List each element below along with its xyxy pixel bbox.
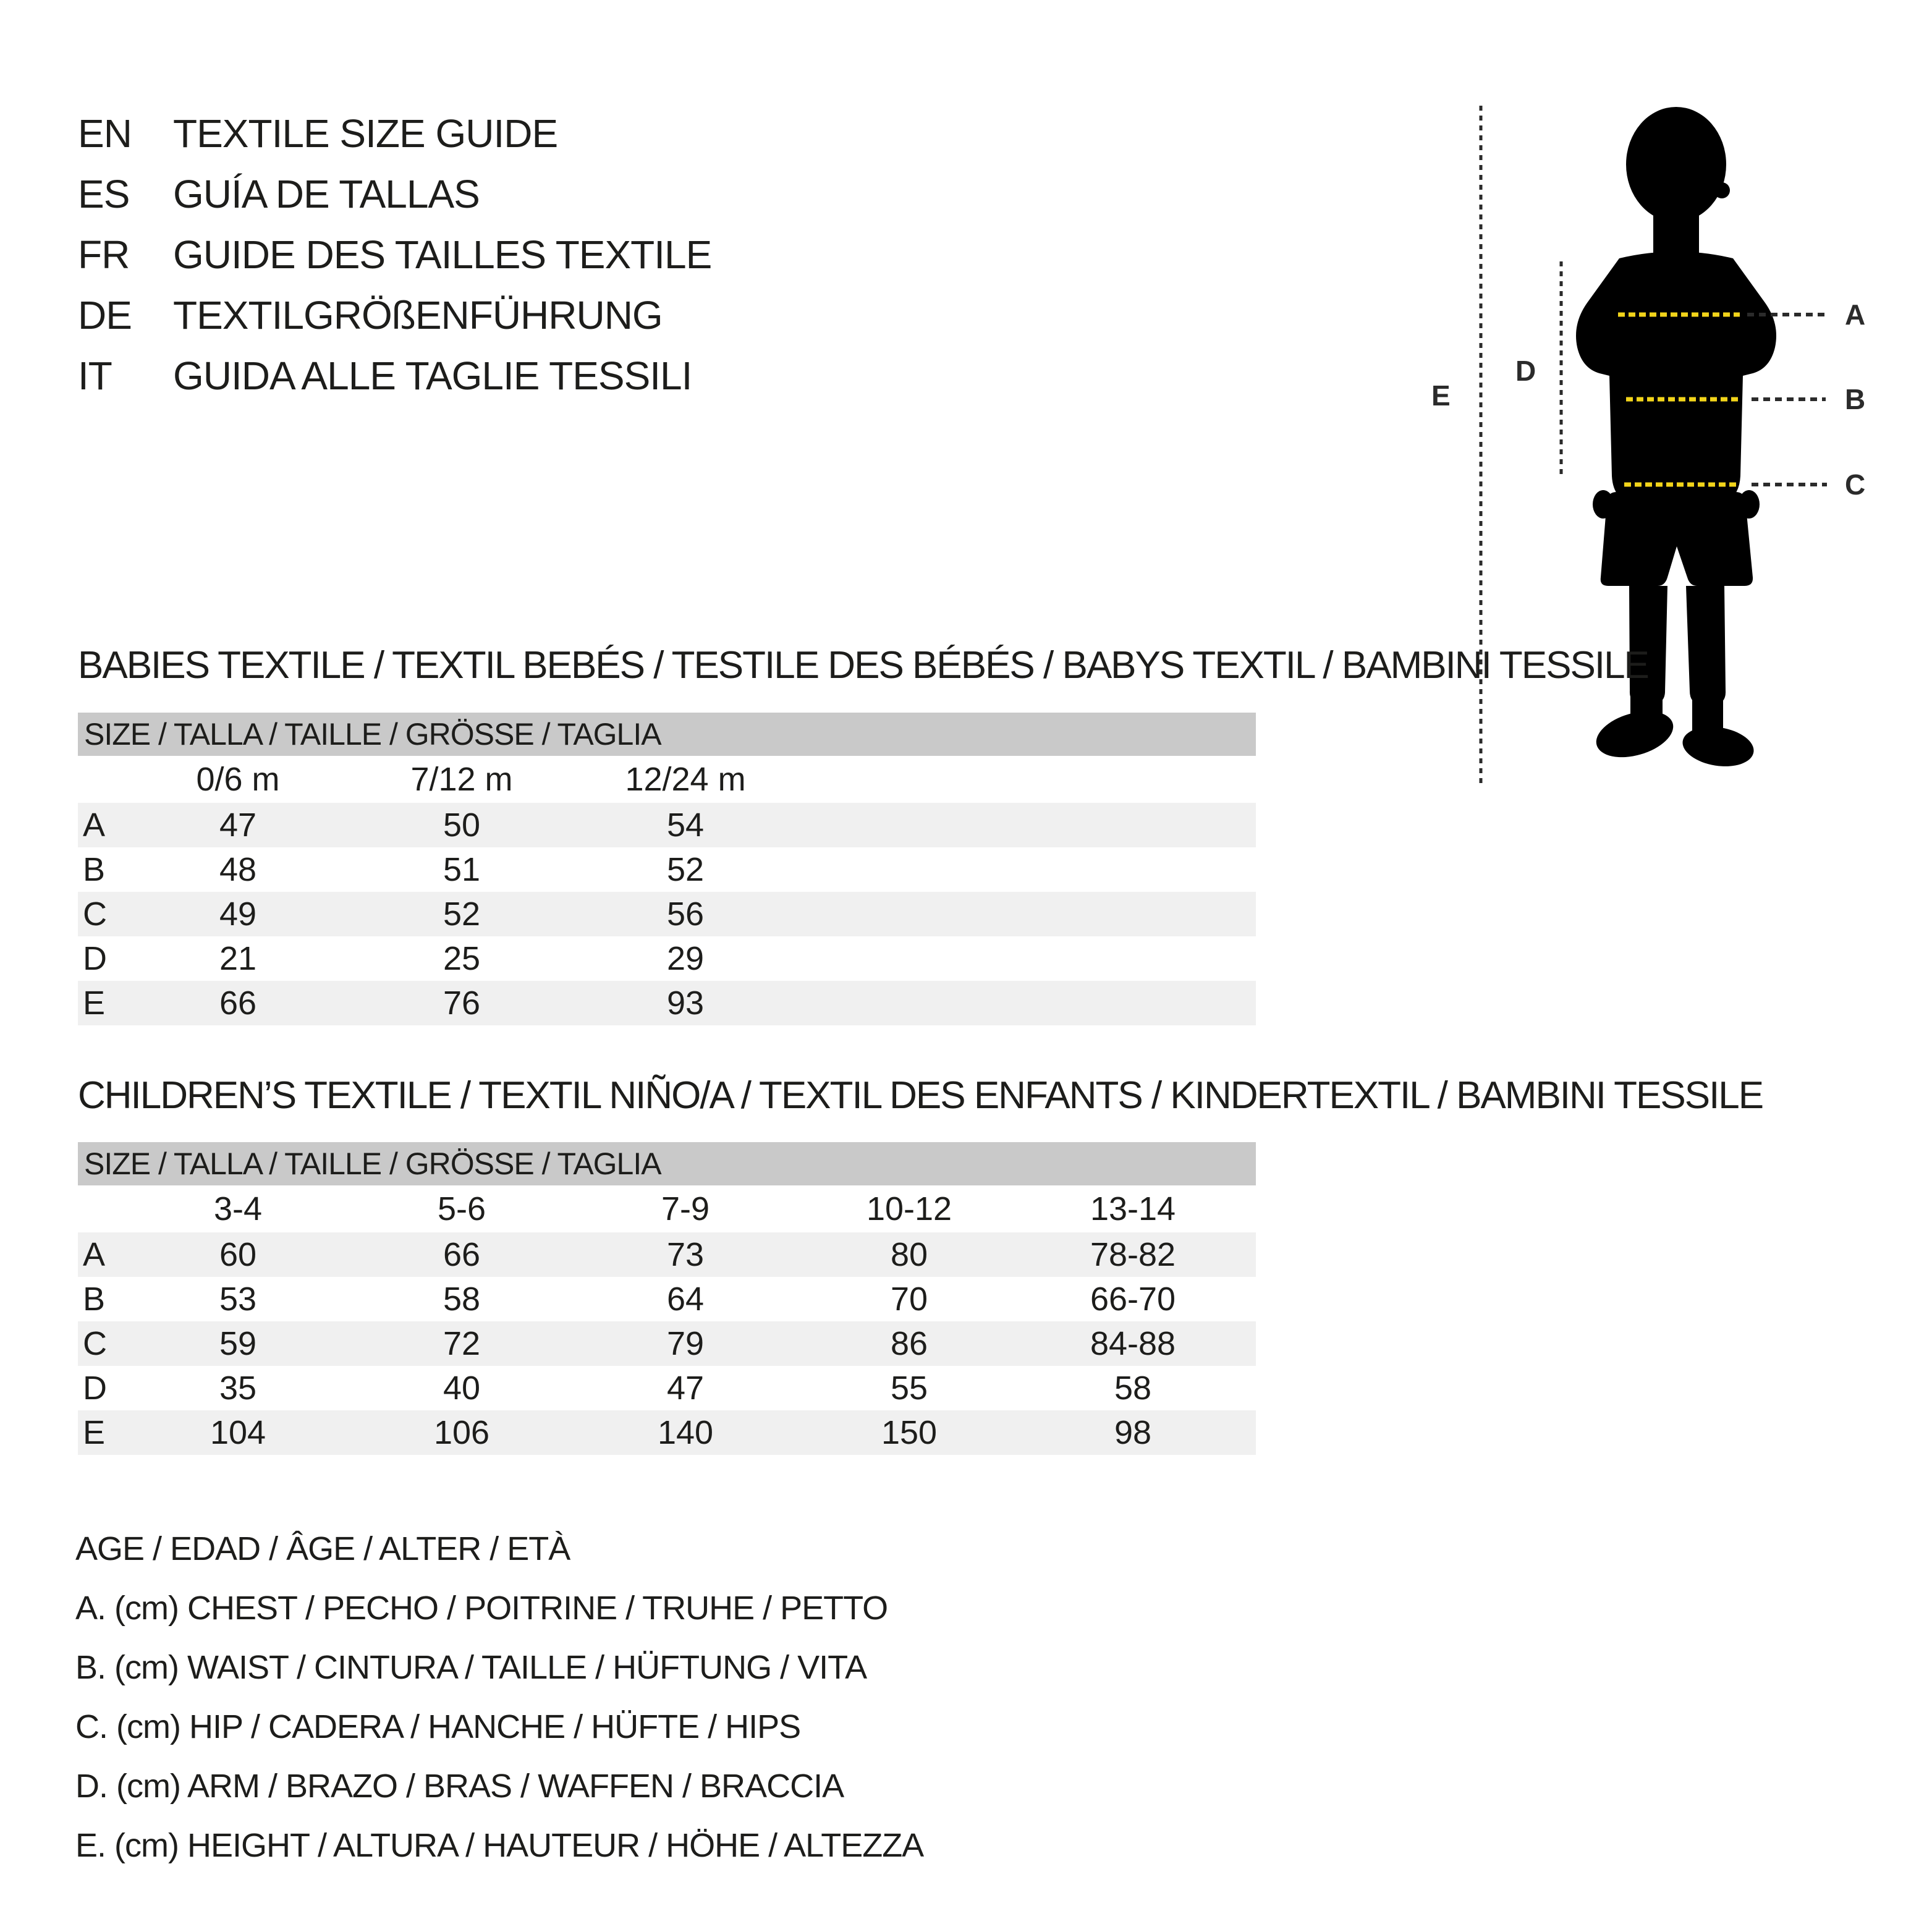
legend-age: AGE / EDAD / ÂGE / ALTER / ETÀ bbox=[75, 1530, 570, 1567]
table-cell: 54 bbox=[666, 807, 705, 844]
table-cell: 66-70 bbox=[1090, 1281, 1176, 1318]
table-cell: 86 bbox=[890, 1325, 928, 1362]
legend-height-e: E. (cm) HEIGHT / ALTURA / HAUTEUR / HÖHE / ALTEZZA bbox=[75, 1827, 924, 1864]
table-cell: 48 bbox=[219, 851, 257, 888]
row-label: C bbox=[83, 1325, 107, 1362]
row-label: E bbox=[83, 1414, 106, 1451]
column-header: 13-14 bbox=[1090, 1190, 1176, 1227]
row-label: B bbox=[83, 1281, 106, 1318]
table-cell: 60 bbox=[219, 1236, 257, 1273]
legend-arm-d: D. (cm) ARM / BRAZO / BRAS / WAFFEN / BRACCIA bbox=[75, 1768, 844, 1805]
language-code: IT bbox=[78, 354, 112, 398]
measurement-legend bbox=[75, 1519, 923, 1875]
table-cell: 70 bbox=[890, 1281, 928, 1318]
children-size-table bbox=[78, 1142, 1256, 1455]
table-cell: 80 bbox=[890, 1236, 928, 1273]
children-column-header-row bbox=[78, 1185, 1256, 1232]
language-title: GUIDA ALLE TAGLIE TESSILI bbox=[173, 354, 692, 398]
table-cell: 50 bbox=[443, 807, 481, 844]
table-cell: 79 bbox=[666, 1325, 705, 1362]
column-header: 0/6 m bbox=[196, 761, 280, 798]
language-row-en bbox=[78, 103, 711, 164]
column-header: 10-12 bbox=[866, 1190, 952, 1227]
column-header: 7/12 m bbox=[410, 761, 513, 798]
language-title-list bbox=[78, 103, 711, 406]
row-label: E bbox=[83, 985, 106, 1022]
row-label: D bbox=[83, 1370, 107, 1407]
language-code: DE bbox=[78, 293, 132, 337]
children-size-header-bar: SIZE / TALLA / TAILLE / GRÖSSE / TAGLIA bbox=[78, 1142, 1256, 1185]
row-label: D bbox=[83, 940, 107, 977]
table-cell: 40 bbox=[443, 1370, 481, 1407]
table-cell: 140 bbox=[657, 1414, 714, 1451]
row-label: A bbox=[83, 807, 106, 844]
table-cell: 53 bbox=[219, 1281, 257, 1318]
row-label: A bbox=[83, 1236, 106, 1273]
table-cell: 73 bbox=[666, 1236, 705, 1273]
table-cell: 98 bbox=[1114, 1414, 1152, 1451]
table-cell: 55 bbox=[890, 1370, 928, 1407]
figure-label-chest-a: A bbox=[1845, 299, 1866, 331]
legend-waist-b: B. (cm) WAIST / CINTURA / TAILLE / HÜFTUNG / VITA bbox=[75, 1649, 867, 1686]
language-row-it bbox=[78, 345, 711, 406]
language-title: GUÍA DE TALLAS bbox=[173, 172, 480, 216]
table-cell: 21 bbox=[219, 940, 257, 977]
column-header: 5-6 bbox=[437, 1190, 486, 1227]
table-cell: 104 bbox=[210, 1414, 266, 1451]
figure-label-waist-b: B bbox=[1845, 383, 1866, 415]
table-cell: 56 bbox=[666, 896, 705, 933]
table-cell: 72 bbox=[443, 1325, 481, 1362]
table-cell: 58 bbox=[1114, 1370, 1152, 1407]
table-cell: 58 bbox=[443, 1281, 481, 1318]
language-row-de bbox=[78, 285, 711, 345]
legend-chest-a: A. (cm) CHEST / PECHO / POITRINE / TRUHE / PETTO bbox=[75, 1590, 888, 1627]
language-code: FR bbox=[78, 232, 130, 277]
children-table-title: CHILDREN’S TEXTILE / TEXTIL NIÑO/A / TEXTIL DES ENFANTS / KINDERTEXTIL / BAMBINI TESSILE bbox=[78, 1074, 1763, 1117]
table-row-e bbox=[78, 981, 1256, 1025]
row-label: B bbox=[83, 851, 106, 888]
table-cell: 64 bbox=[666, 1281, 705, 1318]
language-title: TEXTILE SIZE GUIDE bbox=[173, 111, 558, 156]
legend-hip-c: C. (cm) HIP / CADERA / HANCHE / HÜFTE / HIPS bbox=[75, 1708, 801, 1745]
language-row-fr bbox=[78, 224, 711, 285]
table-row-e bbox=[78, 1410, 1256, 1455]
table-cell: 76 bbox=[443, 985, 481, 1022]
column-header: 12/24 m bbox=[625, 761, 746, 798]
table-row-b bbox=[78, 1277, 1256, 1321]
table-cell: 52 bbox=[443, 896, 481, 933]
table-cell: 93 bbox=[666, 985, 705, 1022]
column-header: 7-9 bbox=[661, 1190, 710, 1227]
table-row-a bbox=[78, 1232, 1256, 1277]
table-cell: 150 bbox=[881, 1414, 938, 1451]
figure-label-height-e: E bbox=[1431, 379, 1451, 412]
figure-label-hip-c: C bbox=[1845, 468, 1866, 501]
language-title: GUIDE DES TAILLES TEXTILE bbox=[173, 232, 712, 277]
table-cell: 29 bbox=[666, 940, 705, 977]
table-cell: 59 bbox=[219, 1325, 257, 1362]
language-code: ES bbox=[78, 172, 130, 216]
table-cell: 51 bbox=[443, 851, 481, 888]
table-cell: 78-82 bbox=[1090, 1236, 1176, 1273]
measurement-figure bbox=[1421, 99, 1873, 803]
babies-table-title: BABIES TEXTILE / TEXTIL BEBÉS / TESTILE DES BÉBÉS / BABYS TEXTIL / BAMBINI TESSILE bbox=[78, 644, 1648, 687]
babies-column-header-row bbox=[78, 756, 1256, 803]
table-cell: 66 bbox=[219, 985, 257, 1022]
column-header: 3-4 bbox=[213, 1190, 263, 1227]
babies-size-table bbox=[78, 713, 1256, 1025]
language-title: TEXTILGRÖßENFÜHRUNG bbox=[173, 293, 663, 337]
table-cell: 47 bbox=[219, 807, 257, 844]
table-cell: 66 bbox=[443, 1236, 481, 1273]
table-cell: 49 bbox=[219, 896, 257, 933]
table-cell: 47 bbox=[666, 1370, 705, 1407]
table-cell: 52 bbox=[666, 851, 705, 888]
language-code: EN bbox=[78, 111, 132, 156]
table-cell: 106 bbox=[433, 1414, 490, 1451]
row-label: C bbox=[83, 896, 107, 933]
table-cell: 84-88 bbox=[1090, 1325, 1176, 1362]
child-silhouette-graphic bbox=[1421, 99, 1873, 803]
table-row-a bbox=[78, 803, 1256, 847]
babies-size-header-bar: SIZE / TALLA / TAILLE / GRÖSSE / TAGLIA bbox=[78, 713, 1256, 756]
table-row-b bbox=[78, 847, 1256, 892]
table-row-d bbox=[78, 936, 1256, 981]
table-cell: 35 bbox=[219, 1370, 257, 1407]
table-row-c bbox=[78, 892, 1256, 936]
table-row-c bbox=[78, 1321, 1256, 1366]
figure-label-arm-d: D bbox=[1515, 355, 1536, 387]
table-row-d bbox=[78, 1366, 1256, 1410]
language-row-es bbox=[78, 164, 711, 224]
table-cell: 25 bbox=[443, 940, 481, 977]
